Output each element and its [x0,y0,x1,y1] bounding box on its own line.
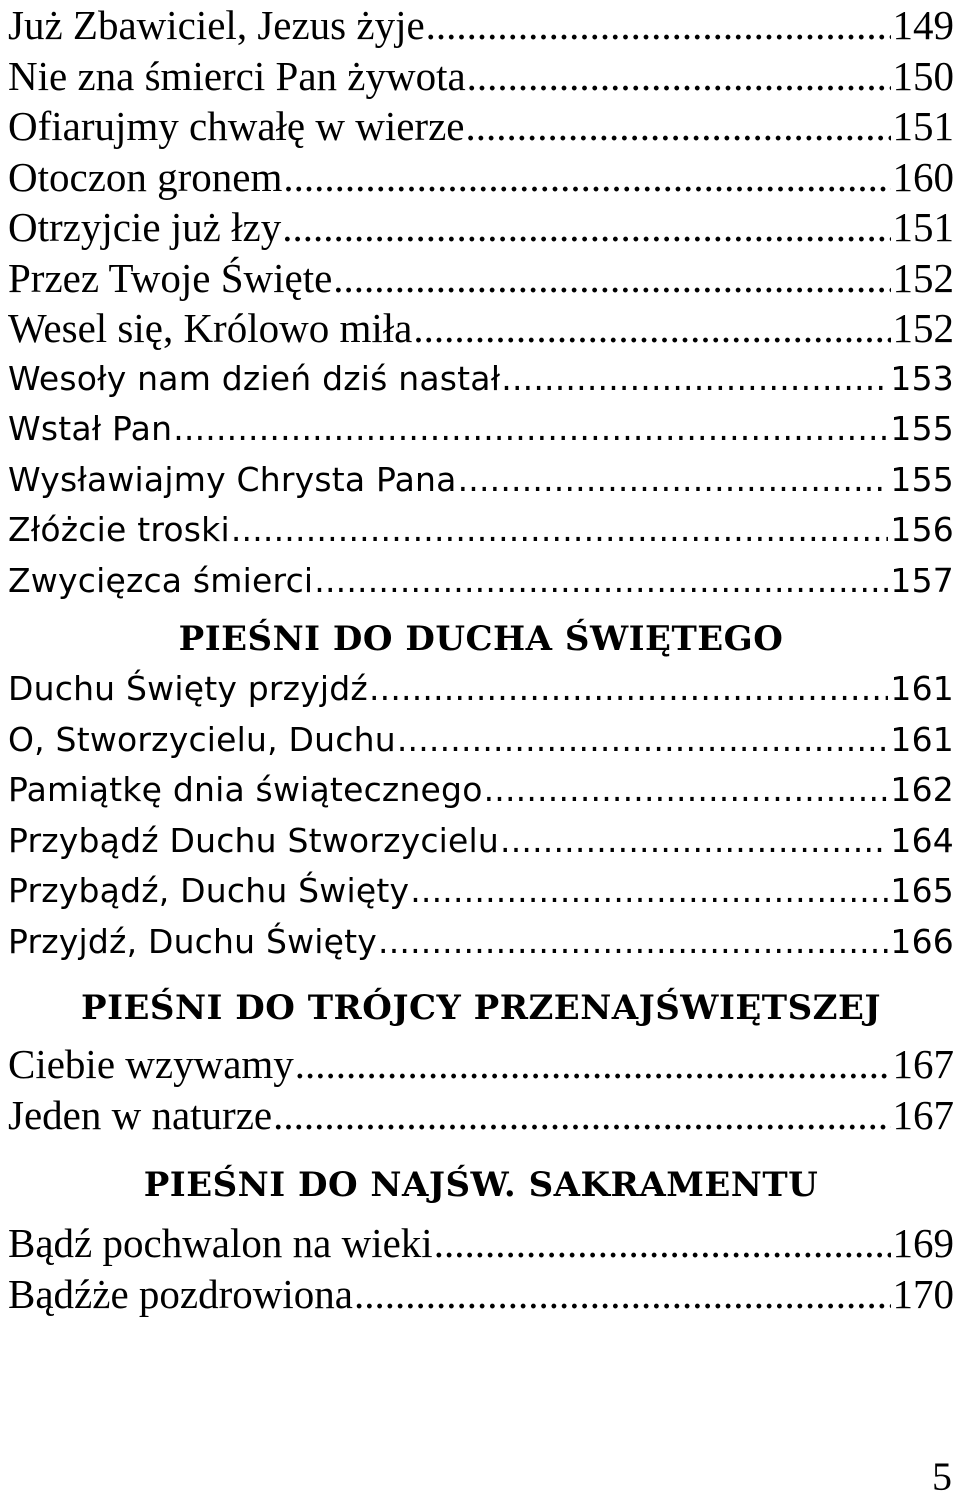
table-of-contents [8,0,954,1319]
toc-entry [8,152,954,203]
toc-entry-page: 170 [892,1270,954,1317]
toc-entry-page: 153 [890,358,954,398]
section-heading: PIEŚNI DO TRÓJCY PRZENAJŚWIĘTSZEJ [81,988,881,1028]
toc-entry-page: 152 [892,254,954,301]
toc-entry-page: 161 [890,669,954,708]
toc-entry-title: Złóżcie troski [8,510,230,549]
toc-entry [8,816,954,867]
toc-entry [8,1218,954,1269]
toc-entry-title: Ofiarujmy chwałę w wierze [8,103,465,149]
leader-dots [410,866,888,917]
toc-entry [8,556,954,607]
toc-section-duch [8,606,954,967]
toc-entry-title: Duchu Święty przyjdź [8,669,368,708]
toc-entry [8,715,954,766]
toc-entry [8,664,954,715]
leader-dots [426,0,891,51]
leader-dots [500,816,888,867]
toc-entry-page: 160 [892,153,954,200]
toc-entry [8,0,954,51]
toc-entry [8,1269,954,1320]
toc-entry [8,455,954,506]
leader-dots [333,253,890,304]
toc-entry-page: 150 [892,52,954,99]
toc-entry [8,866,954,917]
toc-entry-title: Bądźże pozdrowiona [8,1270,353,1317]
leader-dots [173,404,888,455]
toc-entry-title: Wesoły nam dzień dziś nastał [8,358,501,398]
leader-dots [397,715,889,766]
toc-entry-page: 166 [890,921,954,961]
toc-entry-title: Przybądź, Duchu Święty [8,871,410,910]
toc-entry-page: 169 [892,1220,954,1266]
toc-entry-title: Przez Twoje Święte [8,254,333,301]
leader-dots [273,1090,890,1141]
leader-dots [295,1039,891,1090]
toc-entry [8,253,954,304]
toc-entry [8,917,954,968]
toc-entry [8,1090,954,1141]
toc-entry-page: 167 [892,1041,954,1087]
toc-entry [8,354,954,405]
toc-entry [8,404,954,455]
leader-dots [467,51,891,102]
toc-section-sakrament [8,1140,954,1319]
leader-dots [282,202,890,253]
leader-dots [354,1269,891,1320]
leader-dots [434,1218,891,1269]
section-heading: PIEŚNI DO NAJŚW. SAKRAMENTU [143,1165,819,1205]
toc-entry-title: Zwycięzca śmierci [8,560,314,600]
toc-entry-title: Wstał Pan [8,409,173,448]
leader-dots [501,354,888,405]
toc-entry-title: Pamiątkę dnia świątecznego [8,770,483,809]
toc-entry-page: 151 [892,204,954,250]
toc-entry-page: 152 [892,305,954,351]
toc-entry-page: 155 [890,459,954,499]
leader-dots [484,765,889,816]
toc-entry [8,51,954,102]
leader-dots [283,152,890,203]
leader-dots [458,455,889,506]
leader-dots [378,917,888,968]
toc-entry [8,765,954,816]
leader-dots [466,101,891,152]
toc-entry-page: 149 [892,2,954,48]
leader-dots [369,664,888,715]
toc-entry-page: 165 [890,871,954,910]
toc-entry-title: Ciebie wzywamy [8,1041,294,1087]
toc-entry-page: 161 [890,719,954,759]
toc-entry-title: Wesel się, Królowo miła [8,305,413,351]
toc-entry-page: 155 [890,409,954,448]
toc-entry-title: Otoczon gronem [8,153,283,200]
leader-dots [314,556,888,607]
section-heading: PIEŚNI DO DUCHA ŚWIĘTEGO [178,619,784,659]
toc-entry [8,303,954,354]
toc-entry [8,505,954,556]
toc-entry [8,202,954,253]
toc-entry-page: 151 [892,103,954,149]
toc-entry-title: Nie zna śmierci Pan żywota [8,52,466,99]
toc-entry-page: 167 [892,1091,954,1138]
toc-section-trojca [8,967,954,1140]
page-number: 5 [932,1454,952,1499]
toc-entry [8,101,954,152]
toc-entry-title: Wysławiajmy Chrysta Pana [8,459,457,499]
toc-entry-title: Otrzyjcie już łzy [8,204,282,250]
toc-entry-title: Bądź pochwalon na wieki [8,1220,433,1266]
toc-entry-page: 164 [890,820,954,860]
toc-entry [8,1039,954,1090]
toc-entry-page: 162 [890,770,954,809]
leader-dots [231,505,889,556]
toc-group [8,0,954,606]
toc-entry-title: Przybądź Duchu Stworzycielu [8,820,500,860]
toc-entry-title: Już Zbawiciel, Jezus żyje [8,2,425,48]
toc-entry-title: Jeden w naturze [8,1091,273,1138]
leader-dots [413,303,890,354]
toc-entry-page: 157 [890,560,954,600]
toc-entry-title: O, Stworzycielu, Duchu [8,719,396,759]
toc-entry-page: 156 [890,510,954,549]
toc-entry-title: Przyjdź, Duchu Święty [8,921,378,961]
